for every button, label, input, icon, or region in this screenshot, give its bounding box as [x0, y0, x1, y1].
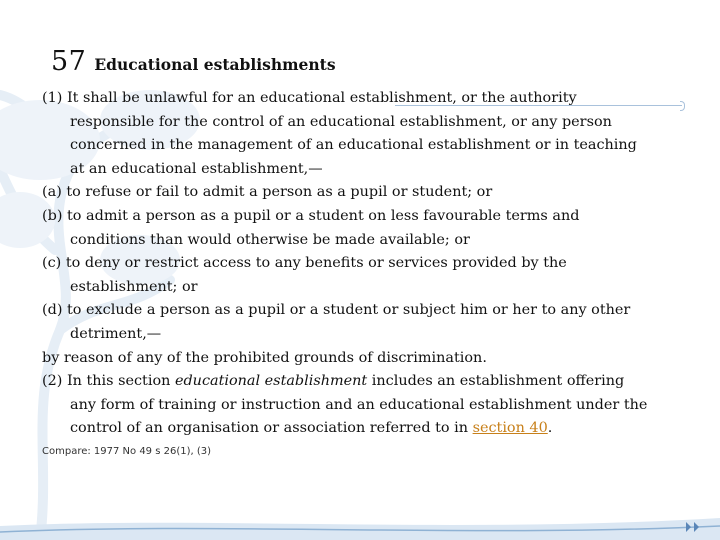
section-40-link[interactable]: section 40 [472, 420, 548, 437]
paragraph-c [42, 252, 692, 299]
para-line: by reason of any of the prohibited grounds of discrimination. [42, 349, 487, 366]
para-line [42, 370, 692, 394]
section-heading [51, 46, 336, 77]
para-line: establishment; or [70, 278, 198, 295]
paragraph-1 [42, 87, 692, 181]
defined-term: educational establishment [174, 373, 368, 390]
para-line [42, 417, 692, 441]
bottom-decorative-band [0, 512, 720, 540]
para-line: concerned in the management of an educational establishment or in teaching [70, 137, 637, 154]
para-line: (1) It shall be unlawful for an educational establishment, or the authority [42, 90, 577, 106]
paragraph-b [42, 205, 692, 252]
paragraph-2 [42, 370, 692, 441]
paragraph-d [42, 299, 692, 346]
para-line: detriment,— [70, 325, 162, 342]
compare-note: Compare: 1977 No 49 s 26(1), (3) [42, 445, 212, 457]
paragraph-a [42, 181, 692, 205]
closing-clause [42, 347, 692, 371]
para-line: at an educational establishment,— [70, 160, 323, 177]
para-line: (c) to deny or restrict access to any benefits or services provided by the [42, 255, 567, 272]
para-line: (d) to exclude a person as a pupil or a student or subject him or her to any other [42, 302, 631, 319]
text-run: control of an organisation or association referred to in [70, 420, 473, 437]
section-title: Educational establishments [94, 55, 336, 74]
para-line: conditions than would otherwise be made available; or [70, 231, 470, 248]
para-line: (b) to admit a person as a pupil or a student on less favourable terms and [42, 207, 580, 224]
section-number: 57 [51, 46, 87, 77]
para-line: (a) to refuse or fail to admit a person as a pupil or student; or [42, 184, 493, 201]
para-line: any form of training or instruction and an educational establishment under the [70, 396, 648, 413]
text-run: includes an establishment offering [367, 373, 625, 390]
section-body [42, 87, 692, 459]
para-line: responsible for the control of an educational establishment, or any person [70, 113, 612, 130]
text-run: (2) In this section [42, 373, 175, 390]
text-run: . [547, 420, 553, 437]
